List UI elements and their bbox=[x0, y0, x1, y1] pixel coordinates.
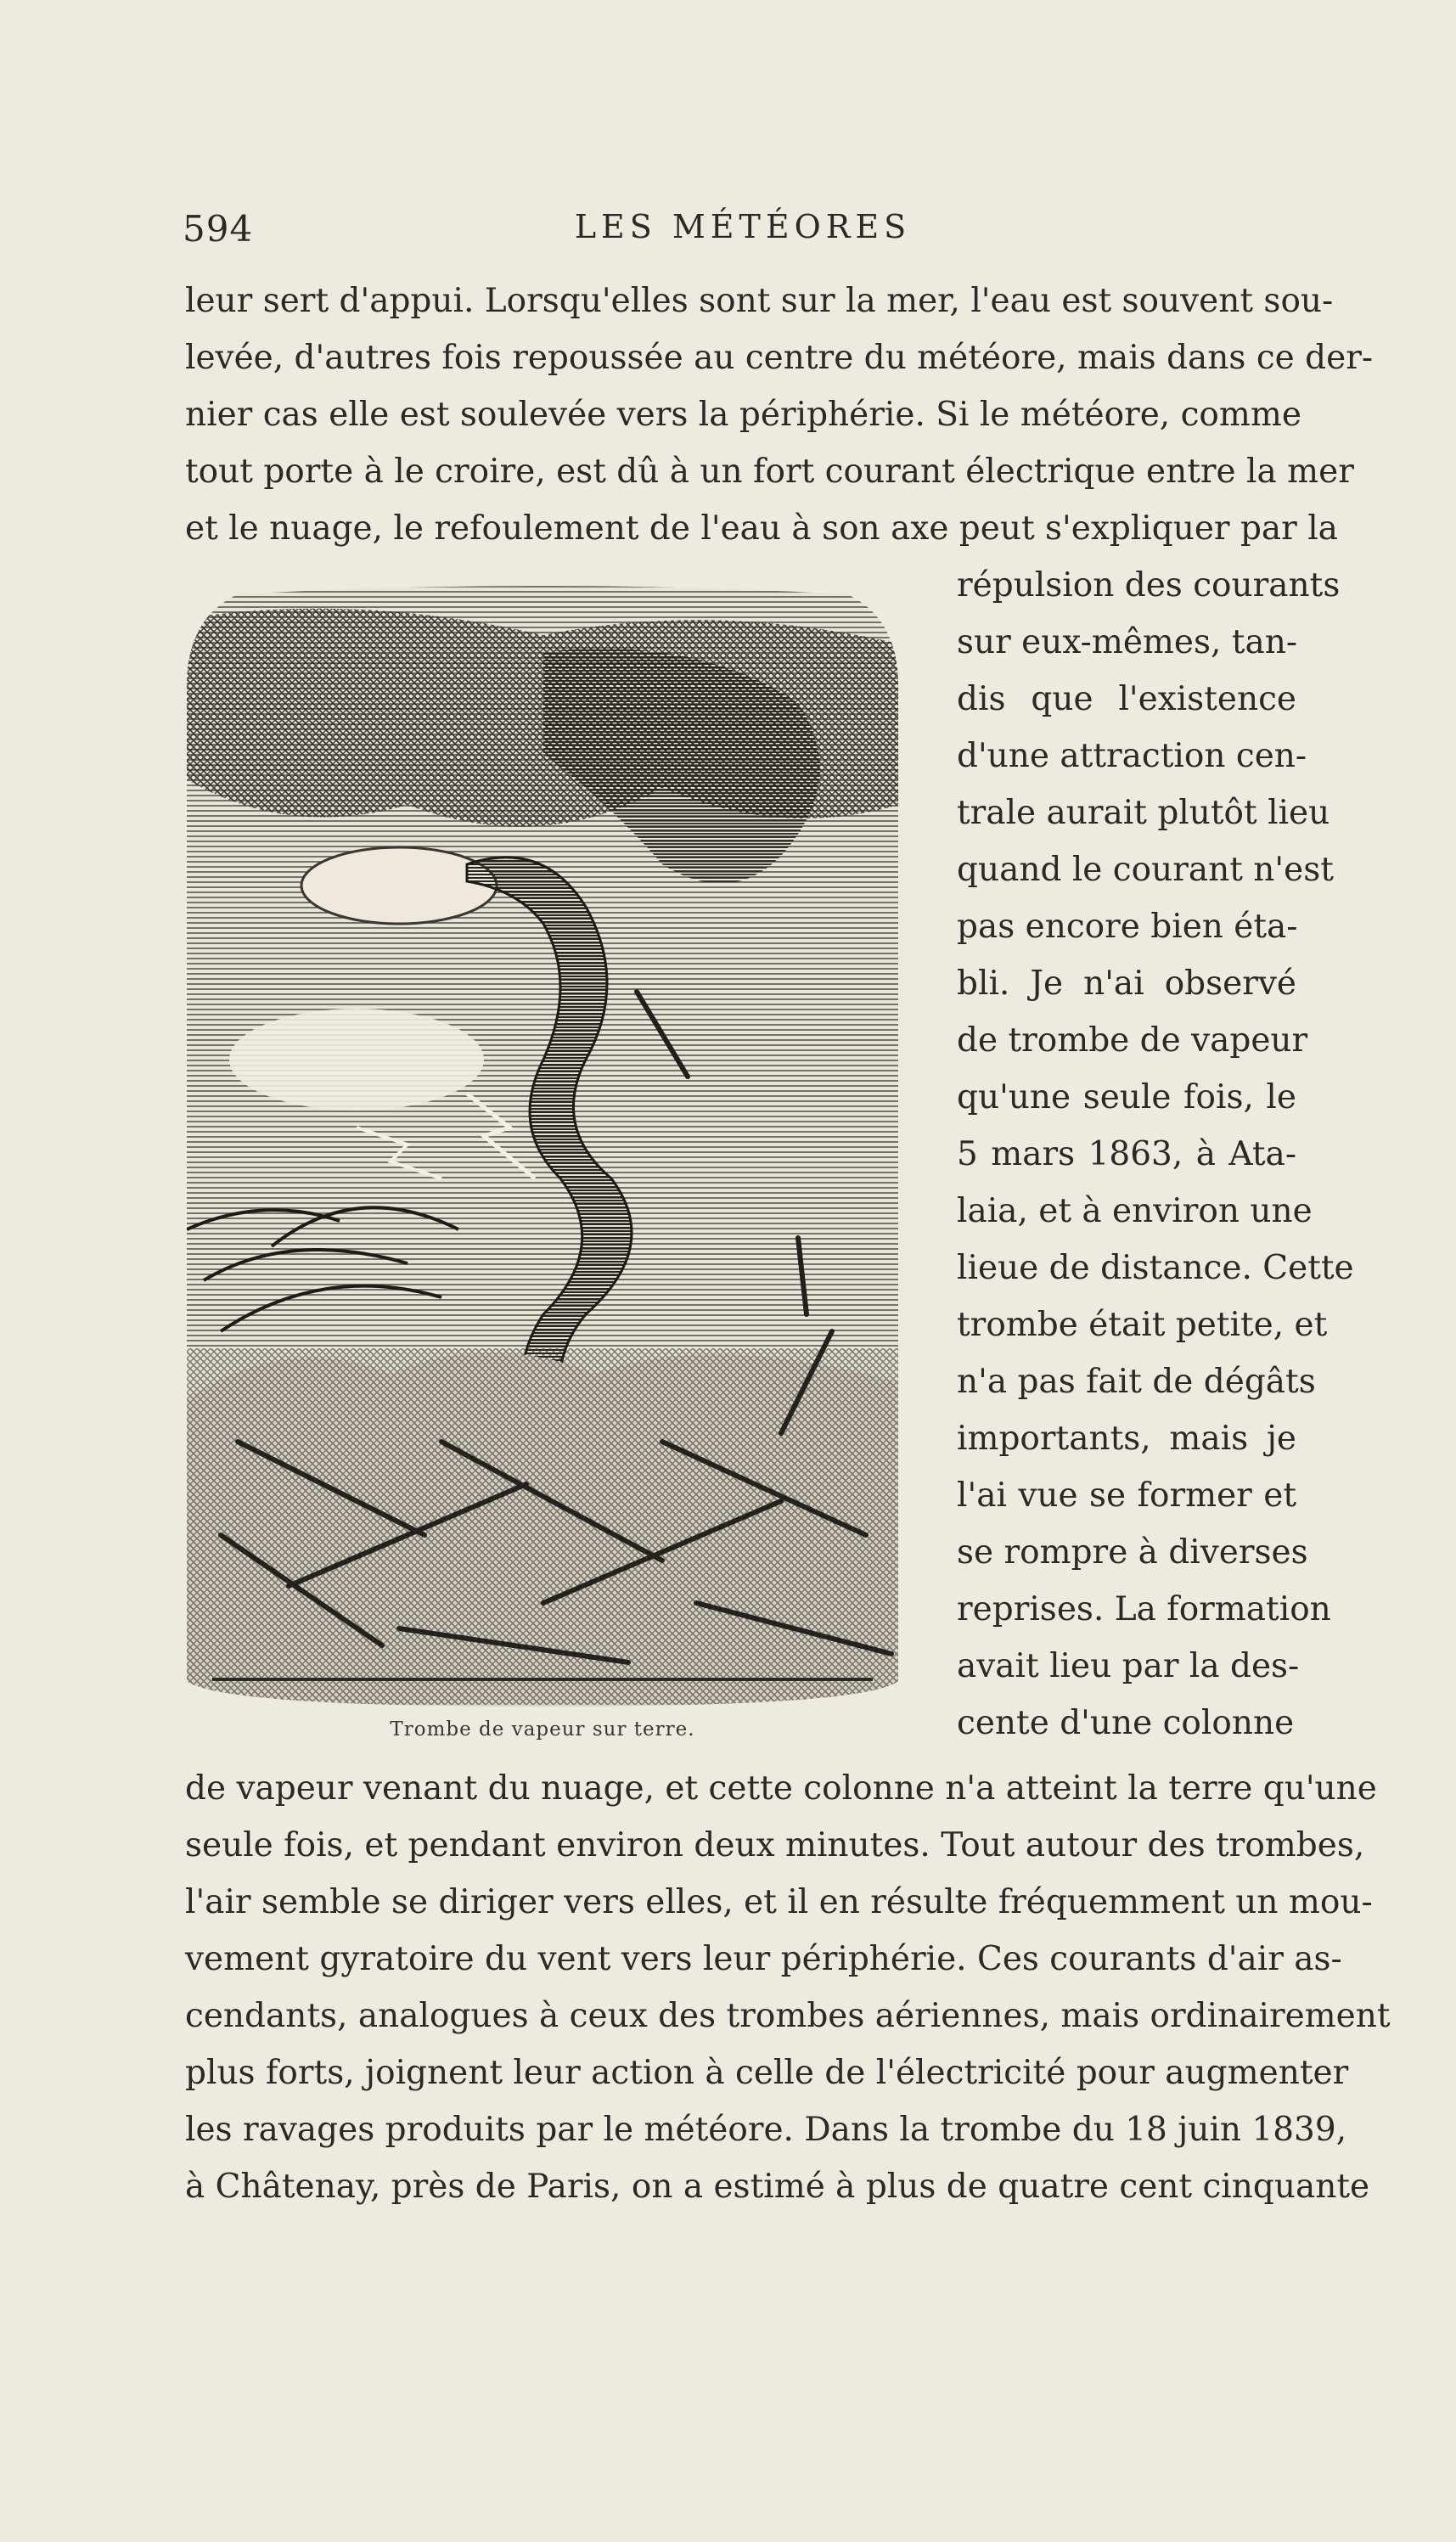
side-text-line: cente d'une colonne bbox=[957, 1704, 1295, 1742]
text-line: à Châtenay, près de Paris, on a estimé à plus de quatre cent cinquante bbox=[185, 2168, 1370, 2206]
text-line: cendants, analogues à ceux des trombes aériennes, mais ordinairement bbox=[185, 1997, 1391, 2035]
side-text-line: avait lieu par la des- bbox=[957, 1647, 1300, 1685]
side-text-line: laia, et à environ une bbox=[957, 1192, 1313, 1230]
text-line: plus forts, joignent leur action à celle de l'électricité pour augmenter bbox=[185, 2054, 1349, 2092]
running-head bbox=[183, 208, 1303, 259]
text-line: levée, d'autres fois repoussée au centre du météore, mais dans ce der- bbox=[185, 339, 1374, 377]
side-text-line: n'a pas fait de dégâts bbox=[957, 1363, 1316, 1401]
side-text-line: 5 mars 1863, à Ata- bbox=[957, 1135, 1296, 1173]
side-text-line: d'une attraction cen- bbox=[957, 737, 1307, 775]
side-text-line: reprises. La formation bbox=[957, 1590, 1331, 1628]
text-line: les ravages produits par le météore. Dans la trombe du 18 juin 1839, bbox=[185, 2111, 1347, 2149]
side-text-line: pas encore bien éta- bbox=[957, 908, 1298, 946]
text-line: nier cas elle est soulevée vers la périphérie. Si le météore, comme bbox=[185, 396, 1301, 434]
waterspout-illustration-icon bbox=[187, 584, 898, 1707]
side-text-line: dis que l'existence bbox=[957, 680, 1296, 718]
text-line: leur sert d'appui. Lorsqu'elles sont sur la mer, l'eau est souvent sou- bbox=[185, 282, 1334, 320]
text-line: et le nuage, le refoulement de l'eau à son axe peut s'expliquer par la bbox=[185, 509, 1338, 548]
figure-caption: Trombe de vapeur sur terre. bbox=[390, 1718, 695, 1741]
text-line: de vapeur venant du nuage, et cette colonne n'a atteint la terre qu'une bbox=[185, 1769, 1377, 1808]
side-text-line: quand le courant n'est bbox=[957, 851, 1334, 889]
text-line: tout porte à le croire, est dû à un fort courant électrique entre la mer bbox=[185, 453, 1354, 491]
text-line: seule fois, et pendant environ deux minutes. Tout autour des trombes, bbox=[185, 1826, 1365, 1864]
side-text-line: trale aurait plutôt lieu bbox=[957, 794, 1330, 832]
running-title: LES MÉTÉORES bbox=[574, 208, 912, 245]
text-line: vement gyratoire du vent vers leur périphérie. Ces courants d'air as- bbox=[185, 1940, 1342, 1978]
side-text-line: lieue de distance. Cette bbox=[957, 1249, 1354, 1287]
side-text-line: importants, mais je bbox=[957, 1420, 1296, 1458]
side-text-line: bli. Je n'ai observé bbox=[957, 964, 1296, 1003]
page-number: 594 bbox=[183, 208, 254, 250]
waterspout-engraving bbox=[187, 584, 898, 1707]
text-line: l'air semble se diriger vers elles, et il en résulte fréquemment un mou- bbox=[185, 1883, 1373, 1921]
side-text-line: trombe était petite, et bbox=[957, 1306, 1328, 1344]
side-text-line: se rompre à diverses bbox=[957, 1533, 1308, 1572]
side-text-line: de trombe de vapeur bbox=[957, 1021, 1308, 1060]
side-text-line: l'ai vue se former et bbox=[957, 1476, 1296, 1515]
side-text-line: qu'une seule fois, le bbox=[957, 1078, 1296, 1116]
side-text-line: répulsion des courants bbox=[957, 566, 1341, 605]
side-text-line: sur eux-mêmes, tan- bbox=[957, 623, 1298, 661]
